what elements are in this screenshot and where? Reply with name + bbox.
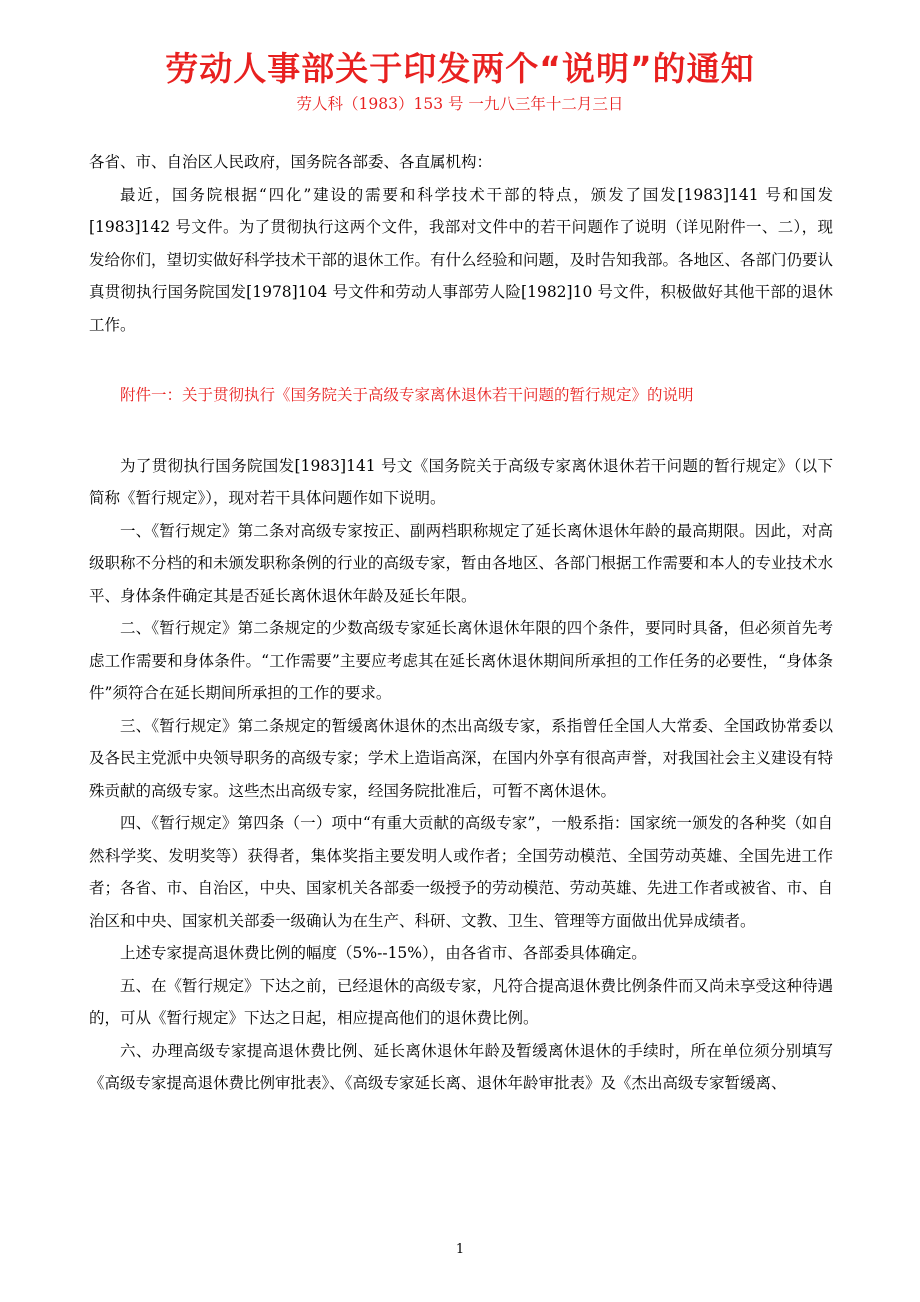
- paragraph: 五、在《暂行规定》下达之前，已经退休的高级专家，凡符合提高退休费比例条件而又尚未享受这种待遇的，可从《暂行规定》下达之日起，相应提高他们的退休费比例。: [89, 976, 834, 1027]
- page-number: 1: [455, 1242, 465, 1257]
- spacer: [89, 412, 833, 450]
- salutation: 各省、市、自治区人民政府，国务院各部委、各直属机构：: [89, 153, 493, 171]
- paragraph: 三、《暂行规定》第二条规定的暂缓离休退休的杰出高级专家，系指曾任全国人大常委、全国政协常委以及各民主党派中央领导职务的高级专家；学术上造诣高深，在国内外享有很高声誉，对我国社会主义建设有特殊贡献的高级专家。这些杰出高级专家，经国务院批准后，可暂不离休退休。: [89, 716, 834, 800]
- paragraph: 四、《暂行规定》第四条（一）项中“有重大贡献的高级专家”，一般系指：国家统一颁发的各种奖（如自然科学奖、发明奖等）获得者，集体奖指主要发明人或作者；全国劳动模范、全国劳动英雄、全国先进工作者；各省、市、自治区，中央、国家机关各部委一级授予的劳动模范、劳动英雄、先进工作者或被省、市、自治区和中央、国家机关部委一级确认为在生产、科研、文教、卫生、管理等方面做出优异成绩者。: [89, 814, 834, 930]
- attachment-heading: 附件一：关于贯彻执行《国务院关于高级专家离休退休若干问题的暂行规定》的说明: [120, 386, 694, 404]
- document-title: 劳动人事部关于印发两个“说明”的通知: [165, 49, 755, 88]
- paragraph: 一、《暂行规定》第二条对高级专家按正、副两档职称规定了延长离休退休年龄的最高期限。因此，对高级职称不分档的和未颁发职称条例的行业的高级专家，暂由各地区、各部门根据工作需要和本人的专业技术水平、身体条件确定其是否延长离休退休年龄及延长年限。: [89, 521, 834, 605]
- spacer: [89, 341, 833, 379]
- paragraph: 六、办理高级专家提高退休费比例、延长离休退休年龄及暂缓离休退休的手续时，所在单位须分别填写《高级专家提高退休费比例审批表》、《高级专家延长离、退休年龄审批表》及《杰出高级专家暂缓离、: [89, 1041, 833, 1092]
- document-body: [89, 146, 833, 1100]
- paragraph: 二、《暂行规定》第二条规定的少数高级专家延长离休退休年限的四个条件，要同时具备，但必须首先考虑工作需要和身体条件。“工作需要”主要应考虑其在延长离休退休期间所承担的工作任务的必要性，“身体条件”须符合在延长期间所承担的工作的要求。: [89, 619, 833, 702]
- paragraph: 上述专家提高退休费比例的幅度（5%--15%），由各省市、各部委具体确定。: [120, 944, 647, 962]
- document-subtitle: 劳人科（1983）153 号 一九八三年十二月三日: [296, 95, 624, 113]
- intro-paragraph: 最近，国务院根据“四化”建设的需要和科学技术干部的特点，颁发了国发[1983]141 号和国发[1983]142 号文件。为了贯彻执行这两个文件，我部对文件中的若干问题作了说明（详见附件一、二），现发给你们，望切实做好科学技术干部的退休工作。有什么经验和问题，及时告知我部。各地区、各部门仍要认真贯彻执行国务院国发[1978]104 号文件和劳动人事部劳人险[1982]10 号文件，积极做好其他干部的退休工作。: [89, 185, 834, 334]
- paragraph: 为了贯彻执行国务院国发[1983]141 号文《国务院关于高级专家离休退休若干问题的暂行规定》（以下简称《暂行规定》），现对若干具体问题作如下说明。: [89, 456, 833, 507]
